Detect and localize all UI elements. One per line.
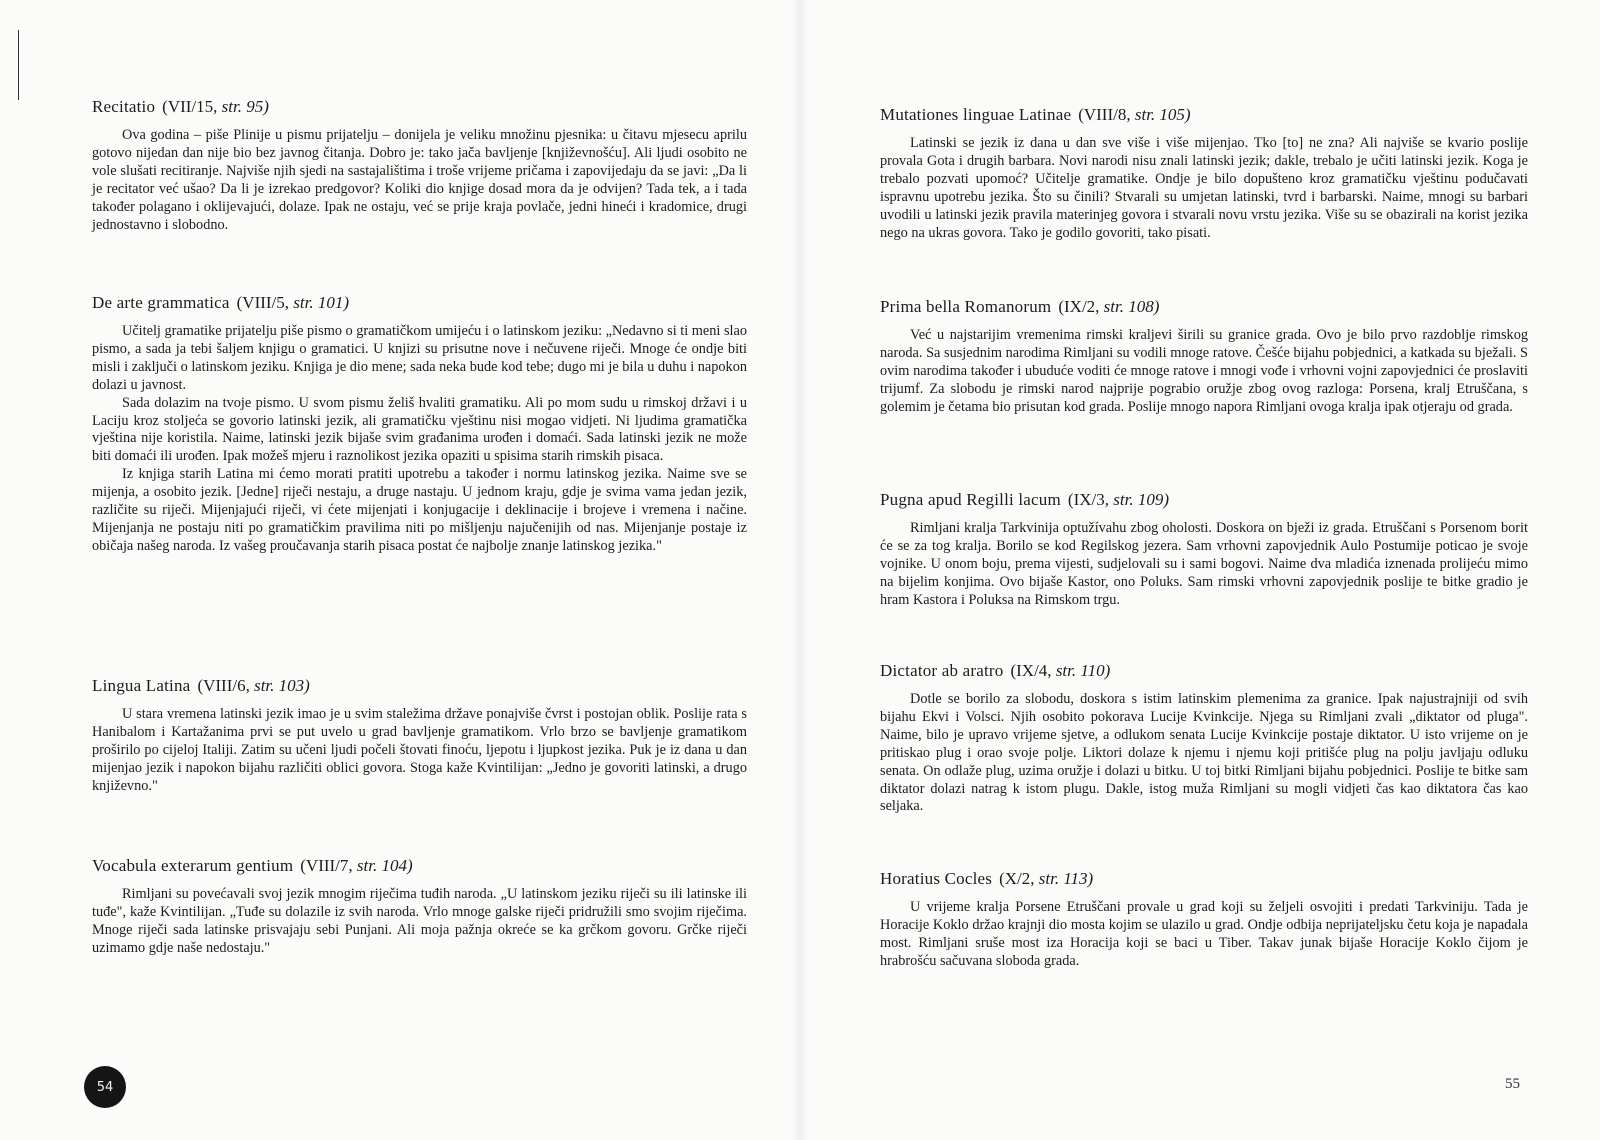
- section-reference: (IX/4, str. 110): [1010, 661, 1111, 680]
- page-number: 55: [1505, 1076, 1520, 1092]
- section-prima-bella-romanorum: [880, 296, 1528, 417]
- section-text: Rimljani kralja Tarkvinija optužívahu zbog oholosti. Doskora on bježi iz grada. Etruščani s Porsenom borit će se za tog kralja. Borilo se kod Regilskog jezera. Sam vrhovni zapovjednik Aulo Postumije poticao je svoje vojnike. U onom boju, prema vijesti, sudjelovali su i sami bogovi. Naime dva mladića iznenada prolijeću mimo na bijelim konjima. Ovo bijaše Kastor, ono Poluks. Sam rimski vrhovni zapovjednik poslije te bitke gradio je hram Kastora i Poluksa na Rimskom trgu.: [880, 520, 1528, 608]
- section-title: Dictator ab aratro: [880, 661, 1004, 680]
- section-recitatio: [92, 96, 747, 234]
- section-de-arte-grammatica: [92, 292, 747, 556]
- section-text: U stara vremena latinski jezik imao je u svim staležima države ponajviše čvrst i postojan oblik. Poslije rata s Hanibalom i Kartažanima prvi se put uvelo u grad bavljenje gramatikom. Vrlo brzo se bavljenje gramatikom proširilo po cijeloj Italiji. Zatim su učeni ljudi počeli štovati finoću, ljepotu i ljupkost jezika. Puk je iz dana u dan mijenjao jezik i napokon bijahu različiti oblici govora. Stoga kaže Kvintilijan: „Jedno je govoriti latinski, a drugo književno.": [92, 706, 747, 794]
- paragraph: Iz knjiga starih Latina mi ćemo morati pratiti upotrebu a također i normu latinskog jezika. Naime sve se mijenja, a osobito jezik. [Jedne] riječi nestaju, a druge nastaju. U jednom kraju, gdje je svima vama jedan jezik, različite su riječi. Mijenjajući riječi, vi ćete mijenjati i konjugacije i deklinacije i brojeve i vremena i načine. Mijenjanja ne postaju niti po gramatičkim pravilima niti po mišljenju najučenijih od nas. Mijenjanje postaje iz običaja našeg naroda. Iz vašeg proučavanja starih pisaca postat će najbolje znanje latinskog jezika.": [92, 466, 747, 554]
- stamp-label: 54: [96, 1079, 114, 1095]
- section-horatius-cocles: [880, 868, 1528, 971]
- section-title: De arte grammatica: [92, 293, 230, 312]
- section-heading: [880, 868, 1528, 890]
- section-text: Rimljani su povećavali svoj jezik mnogim riječima tuđih naroda. „U latinskom jeziku riječi su ili latinske ili tuđe", kaže Kvintilijan. „Tuđe su dolazile iz svih naroda. Vrlo mnoge galske riječi pridružili smo svojim riječima. Mnoge riječi sada latinske prisvajaju sebi Punjani. Ali moja pažnja okreće se ka grčkom govoru. Grčke riječi uzimamo gdje naše nedostaju.": [92, 886, 747, 956]
- page-edge-mark: [18, 30, 19, 100]
- book-gutter: [793, 0, 807, 1140]
- section-title: Lingua Latina: [92, 676, 191, 695]
- section-reference: (VIII/7, str. 104): [300, 856, 413, 875]
- section-title: Horatius Cocles: [880, 869, 993, 888]
- section-lingua-latina: [92, 675, 747, 796]
- library-stamp: [84, 1066, 126, 1108]
- section-mutationes-linguae-latinae: [880, 104, 1528, 242]
- section-text: Ova godina – piše Plinije u pismu prijatelju – donijela je veliku množinu pjesnika: u čitavu mjesecu aprilu gotovo nijedan dan nije bio bez javnog čitanja. Dobro je: tako jača bavljenje [književnošću]. Ali ljudi osobito ne vole slušati recitiranje. Najviše njih sjedi na sastajalištima i troše vrijeme pričama i zapovijedaju da se javi: „Da li je recitator već ušao? Da li je izrekao predgovor? Koliki dio knjige dosad mora da je odvijen? Tada tek, a i tada također polagano i oklijevajući, dolaze. Ipak ne ostaju, već se prije kraja povlače, jedni hineći i kradomice, drugi jednostavno i slobodno.: [92, 127, 747, 233]
- section-heading: [92, 292, 747, 314]
- section-reference: (VII/15, str. 95): [162, 97, 269, 116]
- section-reference: (VIII/6, str. 103): [197, 676, 310, 695]
- section-heading: [92, 96, 747, 118]
- section-text: Već u najstarijim vremenima rimski kraljevi širili su granice grada. Ovo je bilo prvo razdoblje rimskog naroda. Sa susjednim narodima Rimljani su vodili mnoge ratove. Češće bijahu pobjednici, a katkada su bježali. S ovim narodima također i ubuduće voditi će mnoge ratove i mnogi vođe i vrhovni vojni zapovjednici će proslaviti trijumf. Za slobodu je rimski narod najprije pograbio oružje zbog ovog razloga: Porsena, kralj Etruščana, s golemim je četama bio prisutan kod grada. Poslije mnogo napora Rimljani ovoga kralja ipak otjeraju od grada.: [880, 327, 1528, 415]
- section-pugna-apud-regilli-lacum: [880, 489, 1528, 610]
- section-title: Pugna apud Regilli lacum: [880, 490, 1061, 509]
- paragraph: Sada dolazim na tvoje pismo. U svom pismu želiš hvaliti gramatiku. Ali po mom sudu u rimskoj državi i u Laciju kroz stoljeća se govorio latinski jezik, ali gramatičku vještinu nisi mogao vidjeti. Ni ljudima gramatička vještina nije koristila. Naime, latinski jezik bijaše svim građanima urođen i domaći. Sada latinski jezik ne može biti domaći ili urođen. Ipak možeš mjeru i raznolikost jezika opaziti u spisima starih rimskih pisaca.: [92, 394, 747, 465]
- section-dictator-ab-aratro: [880, 660, 1528, 816]
- section-reference: (VIII/8, str. 105): [1078, 105, 1191, 124]
- section-heading: [880, 104, 1528, 126]
- section-heading: [880, 489, 1528, 511]
- section-title: Prima bella Romanorum: [880, 297, 1052, 316]
- section-heading: [880, 660, 1528, 682]
- section-heading: [880, 296, 1528, 318]
- section-reference: (IX/2, str. 108): [1058, 297, 1160, 316]
- section-reference: (IX/3, str. 109): [1067, 490, 1169, 509]
- section-reference: (VIII/5, str. 101): [236, 293, 350, 312]
- section-text: U vrijeme kralja Porsene Etruščani provale u grad koji su željeli osvojiti i predati Tarkviniju. Tada je Horacije Koklo držao krajnji dio mosta kojim se ulazilo u grad. Ondje odbija neprijateljsku četu koja je napadala most. Rimljani sruše most iza Horacija koji se baci u Tiber. Takav junak bijaše Horacije Koklo čijom je hrabrošću sačuvana sloboda grada.: [880, 899, 1528, 969]
- section-heading: [92, 675, 747, 697]
- section-title: Vocabula exterarum gentium: [92, 856, 294, 875]
- section-text: Dotle se borilo za slobodu, doskora s istim latinskim plemenima za granice. Ipak najustrajniji od svih bijahu Ekvi i Volsci. Njih osobito pokorava Lucije Kvinkcije. Njega su Rimljani zvali „diktator od pluga". Naime, bilo je upravo vrijeme sjetve, a odlukom senata Lucije Kvinkcije postaje diktator. U isto vrijeme on je pritiskao plug i orao svoje polje. Liktori dolaze k njemu i njemu koji pritišće plug na polju javljaju odluku senata. On odlaže plug, uzima oružje i dolazi u bitku. U toj bitki Rimljani bijahu pobjednici. Poslije te bitke sam diktator dolazi natrag k istom plugu. Dakle, istog muža Rimljani su mogli vidjeti čas kao diktatora čas kao seljaka.: [880, 691, 1528, 815]
- section-vocabula-exterarum-gentium: [92, 855, 747, 958]
- section-heading: [92, 855, 747, 877]
- section-reference: (X/2, str. 113): [999, 869, 1094, 888]
- paragraph: Učitelj gramatike prijatelju piše pismo o gramatičkom umijeću i o latinskom jeziku: „Nedavno si ti meni slao pismo, a sada ja tebi šaljem knjigu o gramatici. U knjizi su prisutne nove i nečuvene riječi. Mnoge će ondje biti misli i zaključi o latinskom jeziku. Knjiga je dio mene; sada neka bude kod tebe; dugo mi je bila u duhu i napokon dolazi u javnost.: [92, 323, 747, 393]
- section-title: Recitatio: [92, 97, 156, 116]
- section-title: Mutationes linguae Latinae: [880, 105, 1072, 124]
- section-text: Latinski se jezik iz dana u dan sve više i više mijenjao. Tko [to] ne zna? Ali najviše se kvario poslije provala Gota i drugih barbara. Novi narodi nisu znali latinski jezik; dakle, trebalo je učiti latinski jezik. Koga je trebalo pozvati upomoć? Učitelje gramatike. Ondje je bilo dopušteno kroz gramatičku vještinu podučavati ispravnu upotrebu jezika. Što su činili? Stvarali su umjetan latinski, tvrd i barbarski. Naime, mnogi su barbari uvodili u latinski jezik pravila materinjeg govora i stvarali novu vrstu jezika. Više su se obazirali na korist jezika nego na ukras govora. Tako je godilo govoriti, tako pisati.: [880, 135, 1528, 241]
